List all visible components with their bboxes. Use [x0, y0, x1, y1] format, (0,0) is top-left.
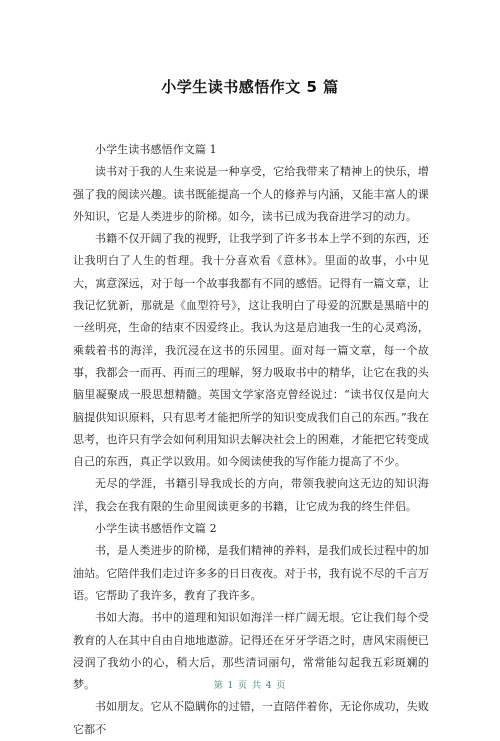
section-heading: 小学生读书感悟作文篇 2 [95, 522, 217, 536]
paragraph: 书如大海。书中的道理和知识如海洋一样广阔无垠。它让我们每个受教育的人在其中自由自地地遨游。记得还在牙牙学语之时，唐风宋雨便已浸润了我幼小的心，稍大后，那些清词丽句，常常能勾起我五彩斑斓的梦。 [73, 611, 429, 692]
paragraph: 书如朋友。它从不隐瞒你的过错，一直陪伴着你，无论你成功，失败它都不 [73, 700, 429, 736]
page-footer: 第 1 页 共 4 页 [213, 681, 287, 691]
section-heading: 小学生读书感悟作文篇 1 [95, 143, 217, 156]
page-title: 小学生读书感悟作文 5 篇 [161, 78, 339, 96]
paragraph: 书，是人类进步的阶梯，是我们精神的养料，是我们成长过程中的加油站。它陪伴我们走过许多多的日日夜夜。对于书，我有说不尽的千言万语。它帮助了我许多，教育了我许多。 [73, 544, 429, 602]
paragraph: 无尽的学涯，书籍引导我成长的方向，带领我驶向这无边的知识海洋，我会在我有限的生命里阅读更多的书籍，让它成为我的终生伴侣。 [73, 477, 429, 513]
paragraph: 书籍不仅开阔了我的视野，让我学到了许多书本上学不到的东西，还让我明白了人生的哲理。我十分喜欢看《意林》。里面的故事，小中见大，寓意深远，对于每一个故事我都有不同的感悟。记得有一篇文章，让我记忆犹新，那就是《血型符号》，这让我明白了母爱的沉默是黑暗中的一丝明亮，生命的结束不因爱终止。我认为这是启迪我一生的心灵鸡汤，乘载着书的海洋，我沉浸在这书的乐园里。面对每一篇文章，每一个故事，我都会一而再、再而三的理解，努力吸取书中的精华，让它在我的头脑里凝聚成一股思想精髓。英国文学家洛克曾经说过：“读书仅仅是向大脑提供知识原料，只有思考才能把所学的知识变成我们自己的东西。”我在思考，也许只有学会如何利用知识去解决社会上的困难，才能把它转变成自己的东西，真正学以致用。如今阅读使我的写作能力提高了不少。 [73, 232, 429, 469]
article-body [73, 139, 429, 741]
paragraph: 读书对于我的人生来说是一种享受，它给我带来了精神上的快乐，增强了我的阅读兴趣。读书既能提高一个人的修养与内涵，又能丰富人的课外知识，它是人类进步的阶梯。如今，读书已成为我奋进学习的动力。 [73, 165, 429, 223]
